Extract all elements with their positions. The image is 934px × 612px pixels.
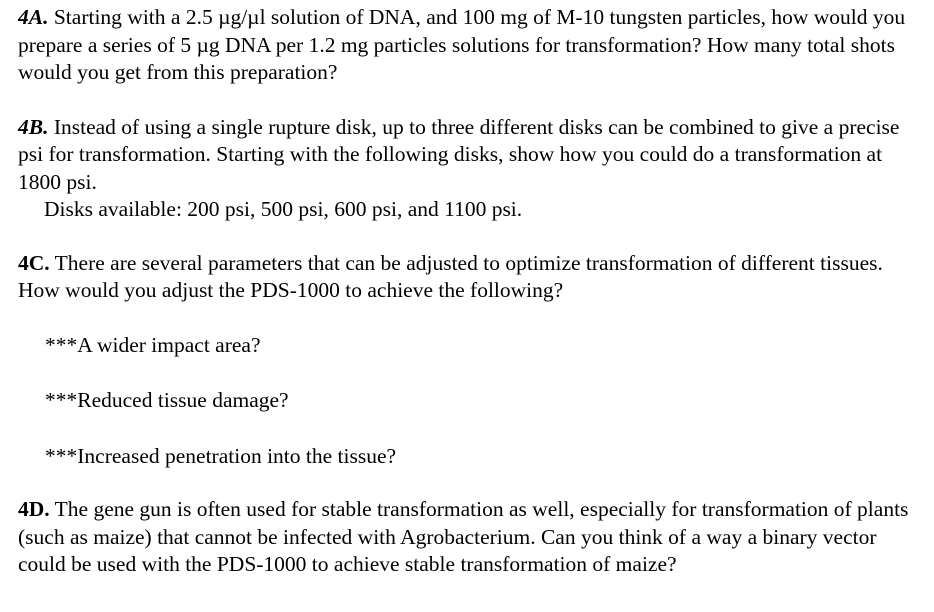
question-4a-label: 4A. [18,5,49,29]
question-4b-label: 4B. [18,114,49,139]
question-4b-text: Instead of using a single rupture disk, up to three different disks can be combined to give a precise psi for transformation. Starting with the following disks, show how you could do a transformation at 1800 psi. [18,114,900,194]
question-4c-item: ***A wider impact area? [45,332,261,357]
question-4c-label: 4C. [18,250,50,275]
question-4a-text: Starting with a 2.5 µg/µl solution of DNA, and 100 mg of M-10 tungsten particles, how would you prepare a series of 5 µg DNA per 1.2 mg particles solutions for transformation? How many total shots would you get from this preparation? [18,5,906,84]
document-body [18,4,923,579]
question-4a [18,4,923,87]
question-4b [18,114,923,197]
question-4d [18,496,923,579]
question-4c-text: There are several parameters that can be adjusted to optimize transformation of different tissues. How would you adjust the PDS-1000 to achieve the following? [18,250,883,302]
question-4c-item: ***Increased penetration into the tissue? [45,443,397,468]
disks-available: Disks available: 200 psi, 500 psi, 600 psi, and 1100 psi. [44,197,523,221]
question-4c-item: ***Reduced tissue damage? [45,388,289,412]
question-4d-text: The gene gun is often used for stable transformation as well, especially for transformation of plants (such as maize) that cannot be infected with Agrobacterium. Can you think of a way a binary vector could be used with the PDS-1000 to achieve stable transformation of maize? [18,497,909,576]
question-4c [18,250,923,305]
question-4d-label: 4D. [18,497,50,521]
